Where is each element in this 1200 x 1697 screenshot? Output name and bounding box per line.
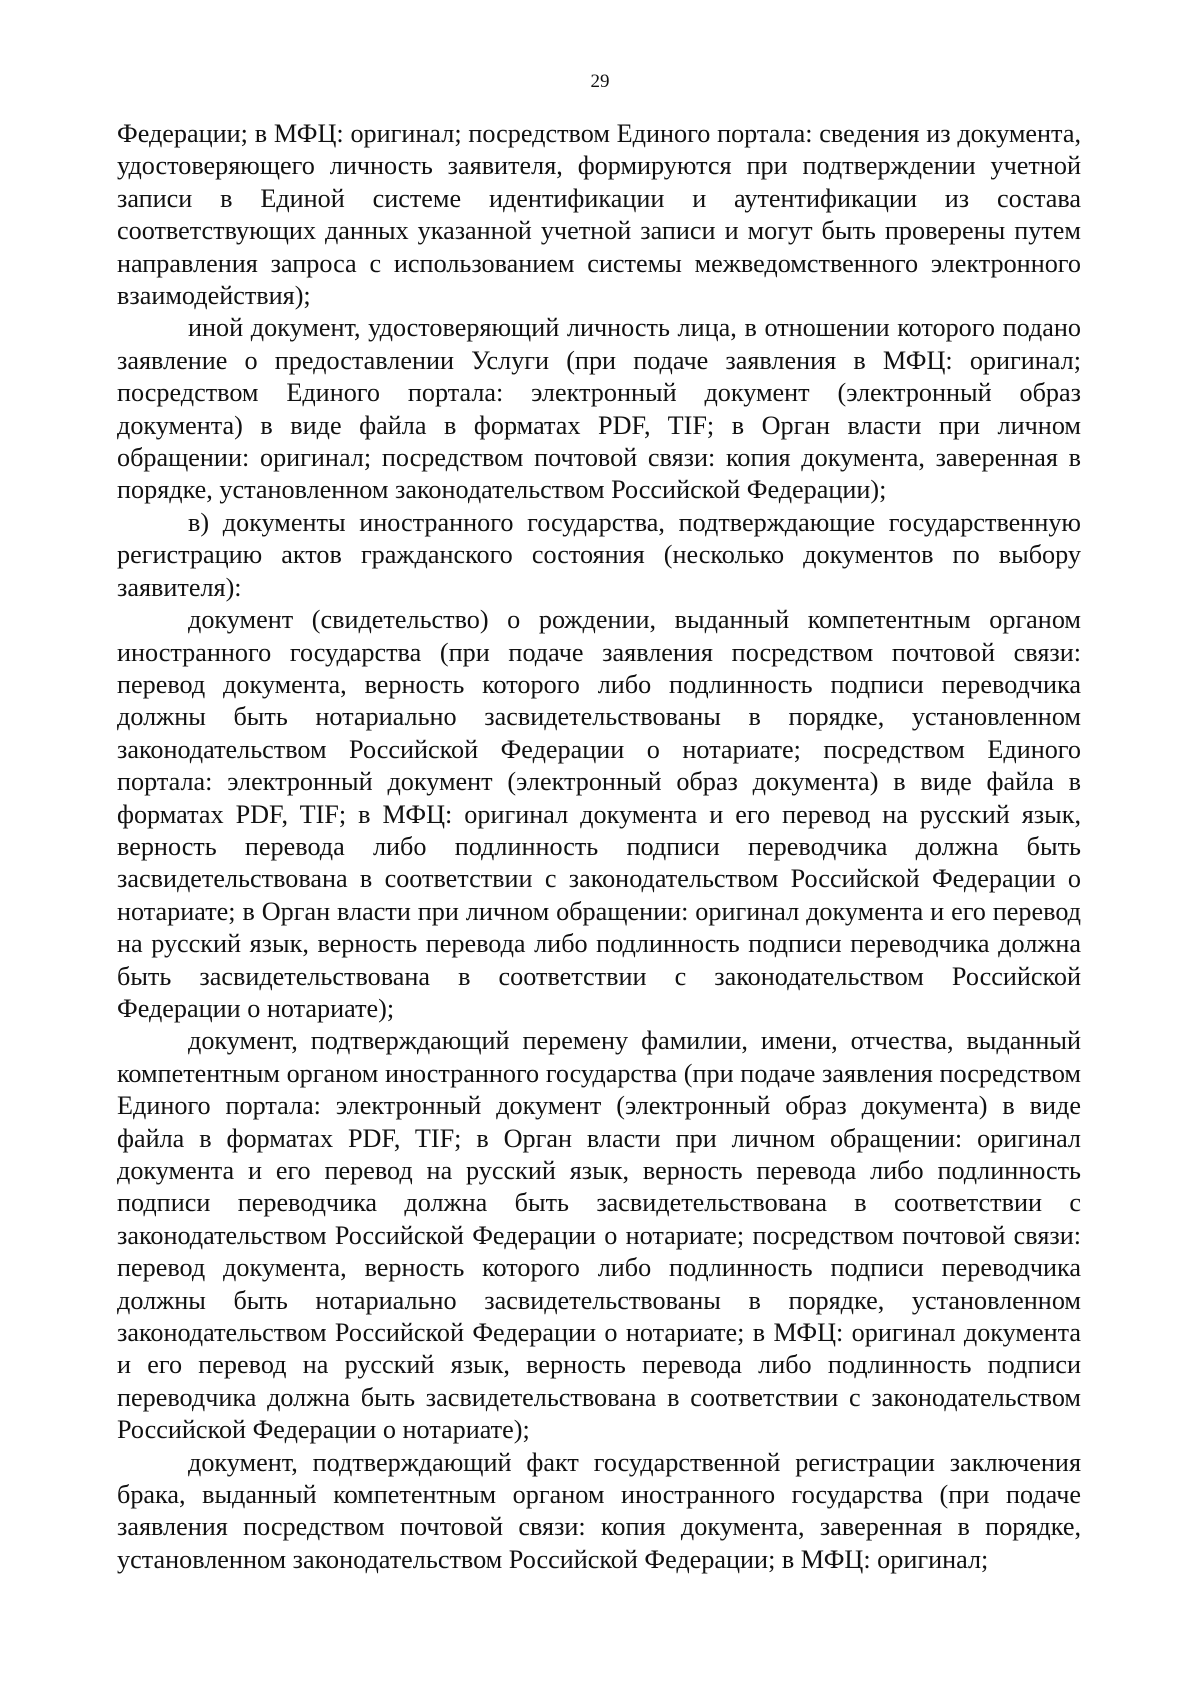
paragraph-other-identity-document: иной документ, удостоверяющий личность лица, в отношении которого подано заявление о предоставлении Услуги (при подаче заявления в МФЦ: оригинал; посредством Единого портала: электронный документ (электронный образ документа) в виде файла в форматах PDF, TIF; в Орган власти при личном обращении: оригинал; посредством почтовой связи: копия документа, заверенная в порядке, установленном законодательством Российской Федерации); [117, 313, 1081, 505]
paragraph-continuation: Федерации; в МФЦ: оригинал; посредством Единого портала: сведения из документа, удостоверяющего личность заявителя, формируются при подтверждении учетной записи в Единой системе идентификации и аутентификации из состава соответствующих данных указанной учетной записи и могут быть проверены путем направления запроса с использованием системы межведомственного электронного взаимодействия); [117, 119, 1081, 311]
paragraph-foreign-state-documents: в) документы иностранного государства, подтверждающие государственную регистрацию актов гражданского состояния (несколько документов по выбору заявителя): [117, 507, 1081, 602]
paragraph-name-change-document: документ, подтверждающий перемену фамилии, имени, отчества, выданный компетентным органом иностранного государства (при подаче заявления посредством Единого портала: электронный документ (электронный образ документа) в виде файла в форматах PDF, TIF; в Орган власти при личном обращении: оригинал документа и его перевод на русский язык, верность перевода либо подлинность подписи переводчика должна быть засвидетельствована в соответствии с законодательством Российской Федерации о нотариате; посредством почтовой связи: перевод документа, верность которого либо подлинность подписи переводчика должны быть нотариально засвидетельствованы в порядке, установленном законодательством Российской Федерации о нотариате; в МФЦ: оригинал документа и его перевод на русский язык, верность перевода либо подлинность подписи переводчика должна быть засвидетельствована в соответствии с законодательством Российской Федерации о нотариате); [117, 1026, 1081, 1445]
document-body [117, 118, 1081, 1576]
paragraph-birth-certificate: документ (свидетельство) о рождении, выданный компетентным органом иностранного государства (при подаче заявления посредством почтовой связи: перевод документа, верность которого либо подлинность подписи переводчика должны быть нотариально засвидетельствованы в порядке, установленном законодательством Российской Федерации о нотариате; посредством Единого портала: электронный документ (электронный образ документа) в виде файла в форматах PDF, TIF; в МФЦ: оригинал документа и его перевод на русский язык, верность перевода либо подлинность подписи переводчика должна быть засвидетельствована в соответствии с законодательством Российской Федерации о нотариате; в Орган власти при личном обращении: оригинал документа и его перевод на русский язык, верность перевода либо подлинность подписи переводчика должна быть засвидетельствована в соответствии с законодательством Российской Федерации о нотариате); [117, 605, 1081, 1023]
paragraph-marriage-registration-document: документ, подтверждающий факт государственной регистрации заключения брака, выданный компетентным органом иностранного государства (при подаче заявления посредством почтовой связи: копия документа, заверенная в порядке, установленном законодательством Российской Федерации; в МФЦ: оригинал; [117, 1447, 1081, 1574]
page-number: 29 [590, 71, 610, 92]
